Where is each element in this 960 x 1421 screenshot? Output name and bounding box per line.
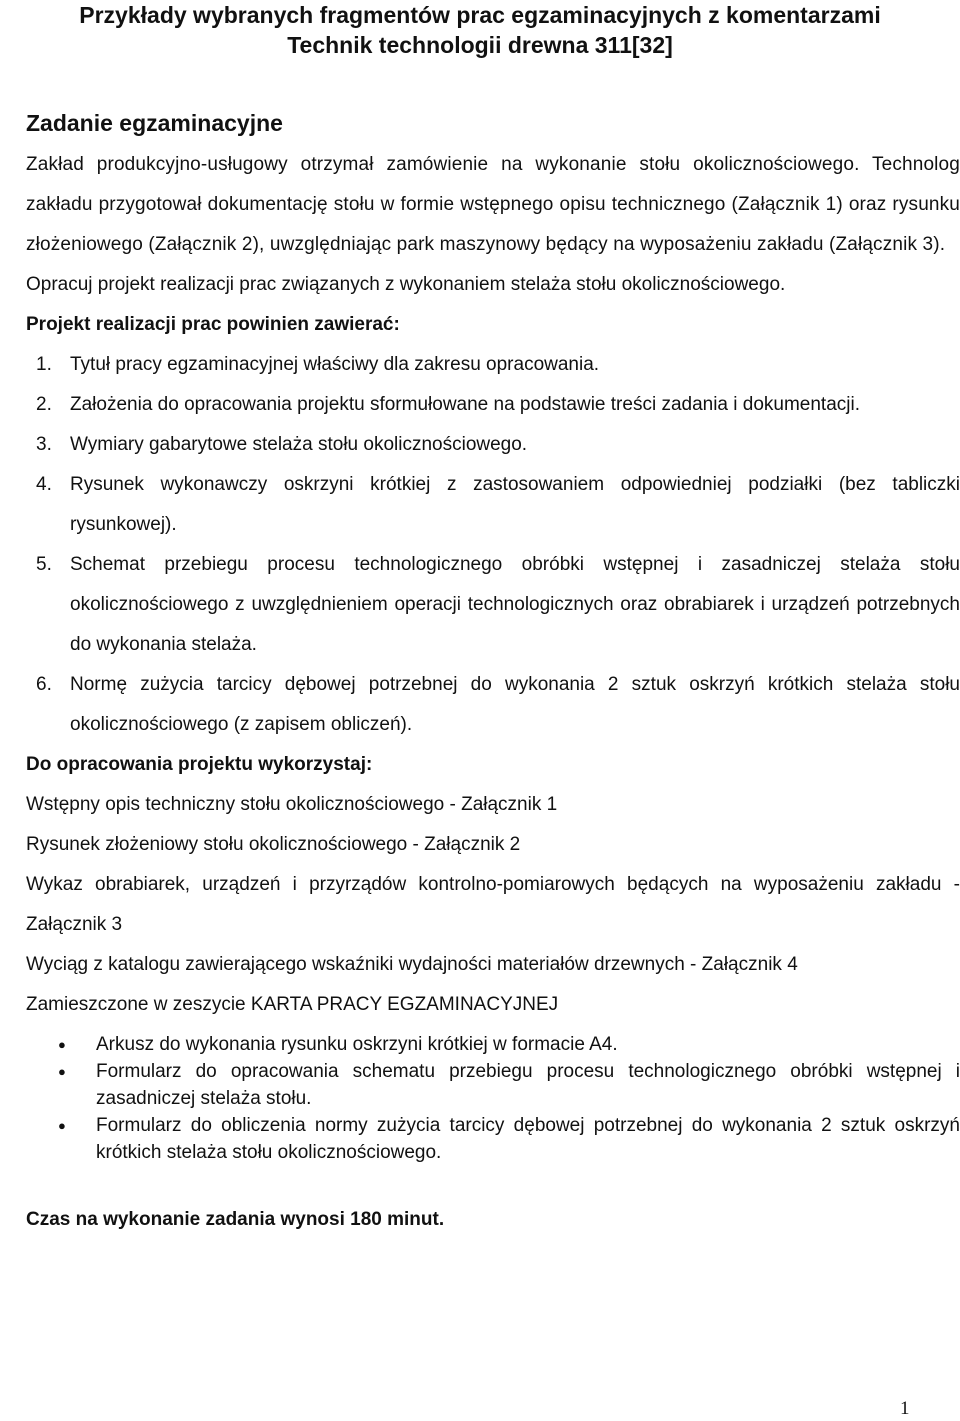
document-title: Przykłady wybranych fragmentów prac egzaminacyjnych z komentarzami xyxy=(79,2,881,28)
time-limit: Czas na wykonanie zadania wynosi 180 minut. xyxy=(26,1209,445,1230)
page-number: 1 xyxy=(900,1398,910,1419)
use-item-attachment-2: Rysunek złożeniowy stołu okolicznościowego - Załącznik 2 xyxy=(26,834,521,855)
list-item-number: 5. xyxy=(36,554,52,575)
project-heading: Projekt realizacji prac powinien zawierać: xyxy=(26,314,400,335)
list-item xyxy=(26,1112,960,1166)
list-item-text: Wymiary gabarytowe stelaża stołu okolicznościowego. xyxy=(70,434,528,455)
list-item xyxy=(26,385,960,425)
use-item-attachment-1: Wstępny opis techniczny stołu okolicznościowego - Załącznik 1 xyxy=(26,794,558,815)
use-item-attachment-3: Wykaz obrabiarek, urządzeń i przyrządów kontrolno-pomiarowych będących na wyposażeniu zakładu - Załącznik 3 xyxy=(26,874,960,935)
project-requirements-list xyxy=(26,345,960,745)
list-item xyxy=(26,425,960,465)
document-header xyxy=(26,0,960,60)
list-item xyxy=(26,465,960,545)
list-item-text: Założenia do opracowania projektu sformułowane na podstawie treści zadania i dokumentacji. xyxy=(70,394,861,415)
list-item-number: 3. xyxy=(36,434,52,455)
list-item-text: Rysunek wykonawczy oskrzyni krótkiej z zastosowaniem odpowiedniej podziałki (bez tabliczki rysunkowej). xyxy=(70,474,960,535)
list-item xyxy=(26,545,960,665)
list-item-number: 2. xyxy=(36,394,52,415)
task-intro: Zakład produkcyjno-usługowy otrzymał zamówienie na wykonanie stołu okolicznościowego. Technolog zakładu przygotował dokumentację stołu w formie wstępnego opisu technicznego (Załącznik 1) oraz rysunku złożeniowego (Załącznik 2), uwzględniając park maszynowy będący na wyposażeniu zakładu (Załącznik 3). xyxy=(26,154,960,255)
notebook-items-list xyxy=(26,1031,960,1166)
list-item-text: Arkusz do wykonania rysunku oskrzyni krótkiej w formacie A4. xyxy=(96,1034,618,1055)
list-item-number: 6. xyxy=(36,674,52,695)
list-item xyxy=(26,1031,960,1058)
list-item-number: 4. xyxy=(36,474,52,495)
bullet-dot-icon: ● xyxy=(58,1064,66,1079)
list-item-text: Normę zużycia tarcicy dębowej potrzebnej do wykonania 2 sztuk oskrzyń krótkich stelaża stołu okolicznościowego (z zapisem obliczeń). xyxy=(70,674,960,735)
notebook-heading: Zamieszczone w zeszycie KARTA PRACY EGZAMINACYJNEJ xyxy=(26,994,559,1015)
bullet-dot-icon: ● xyxy=(58,1037,66,1052)
list-item xyxy=(26,665,960,745)
task-heading: Zadanie egzaminacyjne xyxy=(26,110,283,136)
list-item-text: Formularz do opracowania schematu przebiegu procesu technologicznego obróbki wstępnej i zasadniczej stelaża stołu. xyxy=(96,1061,960,1109)
list-item-number: 1. xyxy=(36,354,52,375)
bullet-dot-icon: ● xyxy=(58,1118,66,1133)
list-item-text: Formularz do obliczenia normy zużycia tarcicy dębowej potrzebnej do wykonania 2 sztuk oskrzyń krótkich stelaża stołu okolicznościowego. xyxy=(96,1115,960,1163)
list-item-text: Schemat przebiegu procesu technologicznego obróbki wstępnej i zasadniczej stelaża stołu okolicznościowego z uwzględnieniem operacji technologicznych oraz obrabiarek i urządzeń potrzebnych do wykonania stelaża. xyxy=(70,554,960,655)
document-subtitle: Technik technologii drewna 311[32] xyxy=(287,32,673,58)
document-page xyxy=(26,0,960,1421)
use-item-attachment-4: Wyciąg z katalogu zawierającego wskaźniki wydajności materiałów drzewnych - Załącznik 4 xyxy=(26,954,798,975)
list-item xyxy=(26,1058,960,1112)
list-item-text: Tytuł pracy egzaminacyjnej właściwy dla zakresu opracowania. xyxy=(70,354,600,375)
task-instruction: Opracuj projekt realizacji prac związanych z wykonaniem stelaża stołu okolicznościowego. xyxy=(26,274,786,295)
use-heading: Do opracowania projektu wykorzystaj: xyxy=(26,754,373,775)
list-item xyxy=(26,345,960,385)
